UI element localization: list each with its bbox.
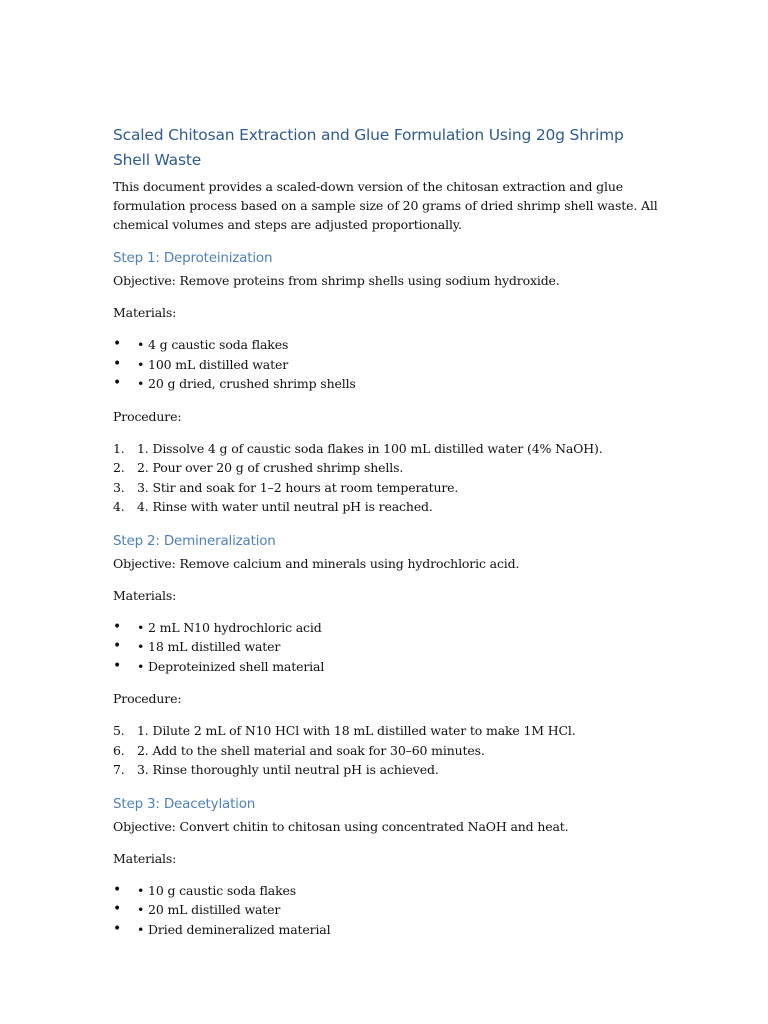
- list-item: 6. 2. Add to the shell material and soak for 30–60 minutes.: [113, 741, 658, 761]
- step-2-objective: Objective: Remove calcium and minerals using hydrochloric acid.: [113, 555, 520, 571]
- list-number: 7.: [113, 762, 125, 777]
- step-1-materials-label: Materials:: [113, 305, 177, 320]
- list-item: • • 100 mL distilled water: [113, 355, 658, 375]
- list-item: 7. 3. Rinse thoroughly until neutral pH is achieved.: [113, 760, 658, 780]
- bullet-icon: •: [113, 375, 122, 391]
- step-3-objective: Objective: Convert chitin to chitosan using concentrated NaOH and heat.: [113, 818, 569, 834]
- step-1-heading: Step 1: Deproteinization: [113, 250, 273, 266]
- document-page: [113, 123, 658, 939]
- list-item: • • Dried demineralized material: [113, 920, 658, 940]
- step-1-procedure-list: [113, 439, 658, 517]
- step-3-heading: Step 3: Deacetylation: [113, 795, 256, 812]
- list-item: • • 20 g dried, crushed shrimp shells: [113, 374, 658, 394]
- list-number: 3.: [113, 479, 125, 495]
- list-item: • • 2 mL N10 hydrochloric acid: [113, 618, 658, 638]
- step-2-heading: Step 2: Demineralization: [113, 532, 276, 549]
- step-2-procedure-label: Procedure:: [113, 691, 182, 706]
- list-number: 5.: [113, 723, 125, 738]
- list-item: 5. 1. Dilute 2 mL of N10 HCl with 18 mL distilled water to make 1M HCl.: [113, 721, 658, 741]
- bullet-icon: •: [113, 618, 122, 635]
- list-number: 1.: [113, 440, 125, 456]
- document-title: Scaled Chitosan Extraction and Glue Formulation Using 20g Shrimp Shell Waste: [113, 126, 624, 169]
- list-item: 1. 1. Dissolve 4 g of caustic soda flakes in 100 mL distilled water (4% NaOH).: [113, 439, 658, 459]
- step-3-materials-label: Materials:: [113, 850, 177, 866]
- bullet-icon: •: [113, 657, 122, 674]
- step-3-materials-list: [113, 881, 658, 940]
- step-1-materials-list: [113, 335, 658, 394]
- list-number: 6.: [113, 742, 125, 758]
- list-number: 2.: [113, 460, 125, 475]
- bullet-icon: •: [113, 638, 122, 654]
- intro-paragraph: This document provides a scaled-down version of the chitosan extraction and glue formulation process based on a sample size of 20 grams of dried shrimp shell waste. All chemical volumes and steps are adjusted proportionally.: [113, 179, 658, 232]
- bullet-icon: •: [113, 336, 122, 352]
- list-number: 4.: [113, 499, 125, 514]
- bullet-icon: •: [113, 920, 122, 937]
- list-item: • • 20 mL distilled water: [113, 900, 658, 920]
- step-2-procedure-list: [113, 721, 658, 780]
- step-1-procedure-label: Procedure:: [113, 408, 182, 424]
- step-2-materials-label: Materials:: [113, 587, 177, 603]
- list-item: 2. 2. Pour over 20 g of crushed shrimp shells.: [113, 458, 658, 478]
- step-2-materials-list: [113, 618, 658, 677]
- list-item: 4. 4. Rinse with water until neutral pH is reached.: [113, 497, 658, 517]
- step-1-objective: Objective: Remove proteins from shrimp shells using sodium hydroxide.: [113, 273, 560, 288]
- list-item: • • 18 mL distilled water: [113, 637, 658, 657]
- bullet-icon: •: [113, 881, 122, 898]
- list-item: • • 10 g caustic soda flakes: [113, 881, 658, 901]
- bullet-icon: •: [113, 901, 122, 917]
- list-item: • • 4 g caustic soda flakes: [113, 335, 658, 355]
- list-item: 3. 3. Stir and soak for 1–2 hours at room temperature.: [113, 478, 658, 498]
- list-item: • • Deproteinized shell material: [113, 657, 658, 677]
- bullet-icon: •: [113, 355, 122, 372]
